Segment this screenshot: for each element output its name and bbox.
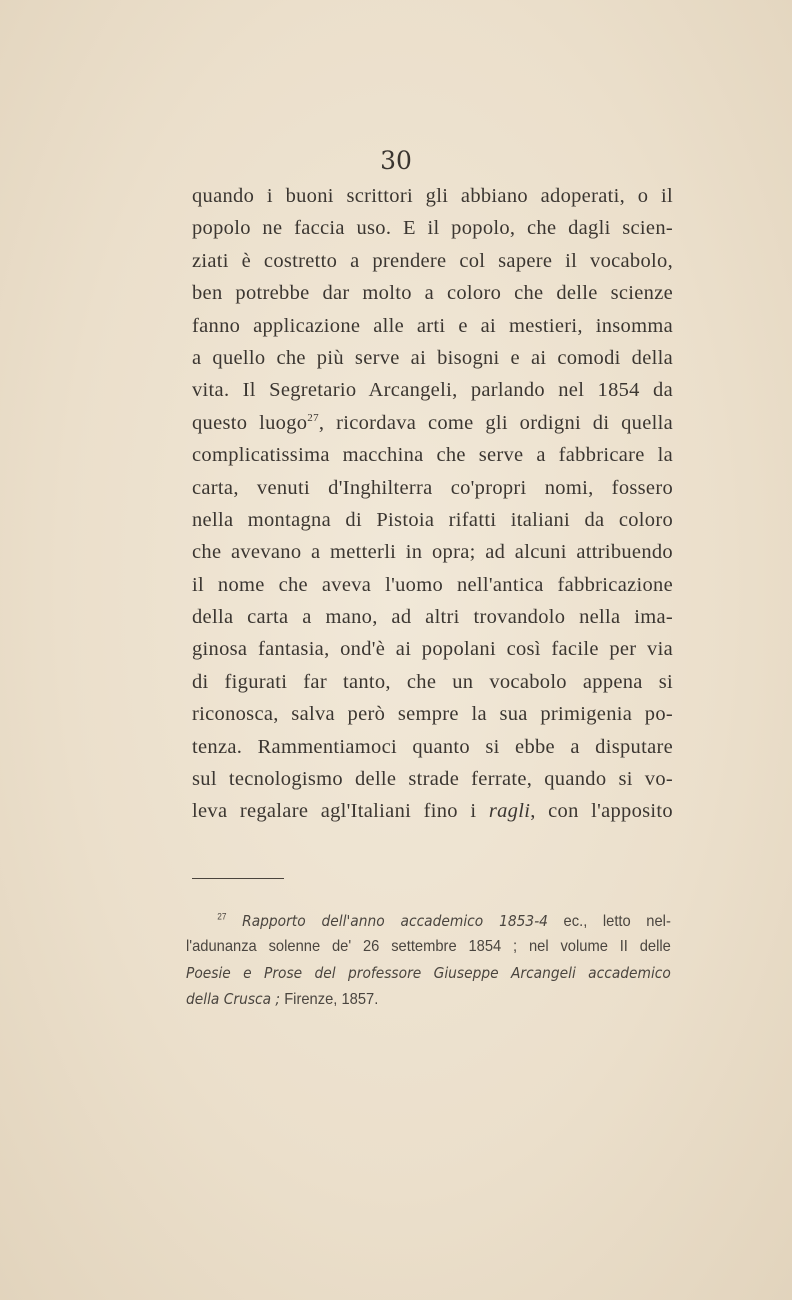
text-line: ginosa fantasia, ond'è ai popolani così facile per via: [192, 638, 673, 661]
text-line: sul tecnologismo delle strade ferrate, quando si vo-: [192, 768, 673, 791]
footnote-separator: [192, 878, 284, 879]
footnote-text: Firenze, 1857.: [280, 991, 379, 1008]
footnote-line: l'adunanza solenne de' 26 settembre 1854 ; nel volume II delle: [186, 938, 671, 955]
footnote-marker: 27: [217, 911, 227, 922]
footnote-line: [186, 960, 671, 986]
text-line: nella montagna di Pistoia rifatti italiani da coloro: [192, 508, 673, 531]
text-segment: questo luogo: [192, 411, 308, 434]
text-line: di figurati far tanto, che un vocabolo appena si: [192, 670, 673, 693]
text-segment: , con l'apposito: [530, 800, 673, 823]
footnote-reference: 27: [307, 411, 319, 424]
page-number: 30: [380, 146, 412, 175]
text-line: della carta a mano, ad altri trovandolo nella ima-: [192, 606, 673, 629]
text-line: a quello che più serve ai bisogni e ai comodi della: [192, 346, 673, 369]
footnote-title: Rapporto dell'anno accademico 1853-4: [242, 912, 548, 930]
text-line: [192, 795, 673, 827]
text-line: vita. Il Segretario Arcangeli, parlando nel 1854 da: [192, 379, 673, 402]
text-line: il nome che aveva l'uomo nell'antica fabbricazione: [192, 573, 673, 596]
text-segment: , ricordava come gli ordigni di quella: [318, 411, 673, 434]
text-line: riconosca, salva però sempre la sua primigenia po-: [192, 703, 673, 726]
body-text: [192, 180, 673, 828]
footnote: [186, 908, 671, 1012]
text-line: popolo ne faccia uso. E il popolo, che dagli scien-: [192, 217, 673, 240]
text-line: quando i buoni scrittori gli abbiano adoperati, o il: [192, 185, 673, 207]
footnote-line: [186, 908, 671, 934]
text-segment: leva regalare agl'Italiani fino i: [192, 800, 477, 823]
text-line: [192, 407, 673, 439]
footnote-title: Poesie e Prose del professore Giuseppe Arcangeli accademico: [186, 964, 671, 982]
footnote-line: [186, 986, 671, 1012]
text-line: che avevano a metterli in opra; ad alcuni attribuendo: [192, 541, 673, 564]
footnote-title: della Crusca ;: [186, 990, 281, 1008]
text-line: ziati è costretto a prendere col sapere il vocabolo,: [192, 249, 673, 272]
text-line: fanno applicazione alle arti e ai mestieri, insomma: [192, 314, 673, 337]
footnote-text: ec., letto nel-: [547, 913, 671, 930]
text-line: complicatissima macchina che serve a fabbricare la: [192, 444, 673, 467]
italic-word: ragli: [488, 800, 531, 823]
text-line: carta, venuti d'Inghilterra co'propri nomi, fossero: [192, 476, 673, 499]
text-line: ben potrebbe dar molto a coloro che delle scienze: [192, 282, 673, 305]
text-line: tenza. Rammentiamoci quanto si ebbe a disputare: [192, 735, 673, 758]
